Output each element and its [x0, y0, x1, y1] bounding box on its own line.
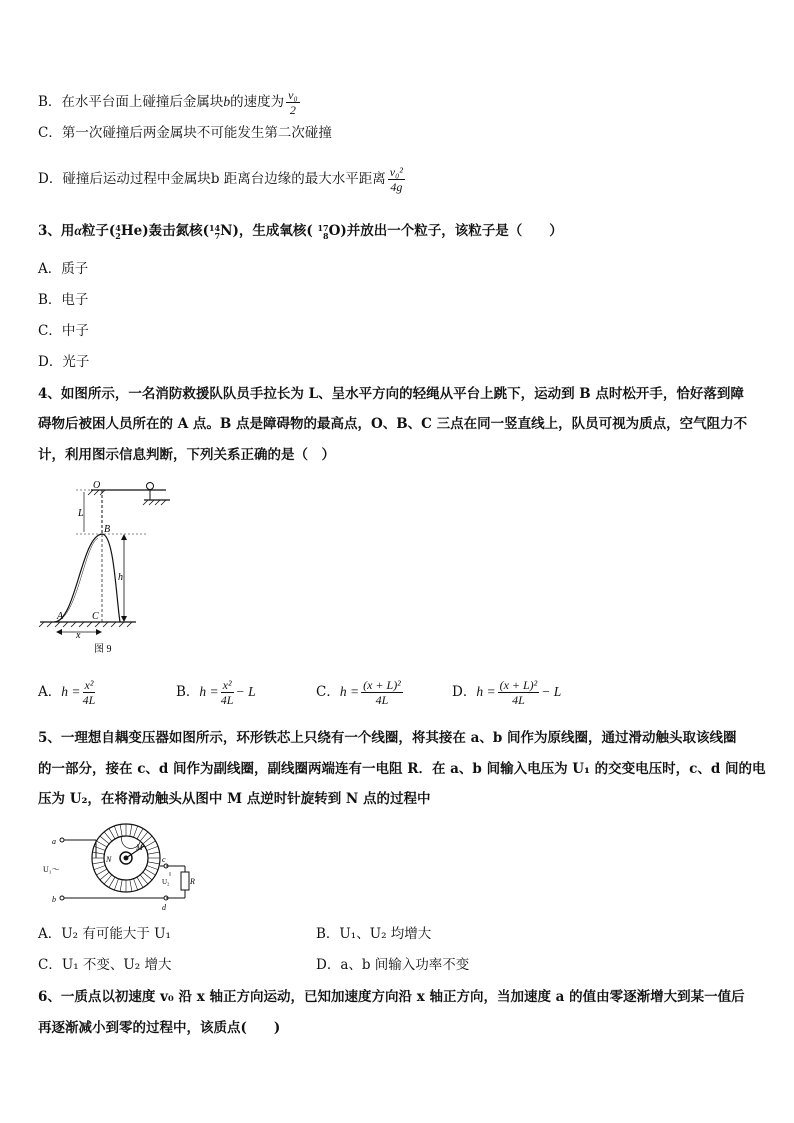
label-n: N: [106, 855, 112, 864]
q4-option-b: [176, 678, 256, 707]
coil-turn: [109, 829, 115, 839]
option-text: 光子: [62, 354, 90, 370]
coil-turn: [145, 869, 155, 875]
mass-number: 14: [208, 222, 221, 233]
coil-turn: [94, 866, 105, 870]
coil-turn: [120, 825, 122, 837]
fraction-denominator: 4L: [220, 693, 234, 707]
option-label: C．: [38, 125, 62, 141]
alpha-symbol: α: [74, 223, 82, 238]
option-text: U₁ 不变、U₂ 增大: [61, 957, 172, 973]
label-l: L: [78, 508, 84, 519]
fraction: [388, 165, 405, 194]
option-text: 质子: [61, 261, 89, 277]
question-5-line-2: 的一部分，接在 c、d 间作为副线圈，副线圈两端连有一电阻 R．在 a、b 间输入电压为 U₁ 的交变电压时，c、d 间的电: [38, 761, 766, 777]
coil-turn: [100, 836, 109, 844]
equation-lhs: h =: [476, 684, 496, 699]
atomic-number: 2: [115, 230, 121, 241]
fraction: [83, 678, 96, 707]
stem-text: N)，生成氧核(: [220, 223, 313, 239]
q5-option-c: [38, 956, 172, 974]
coil-turn: [140, 875, 148, 884]
option-text: a、b 间输入功率不变: [340, 957, 470, 973]
label-d: d: [162, 903, 166, 912]
figure-caption: 图 9: [94, 644, 112, 655]
label-c: C: [92, 611, 99, 622]
q4-option-d: [452, 678, 561, 707]
label-a: a: [52, 837, 56, 846]
q4-option-a: [38, 678, 97, 707]
equation-lhs: h =: [339, 684, 360, 699]
q3-option-b: [38, 291, 88, 309]
coil-turn: [134, 826, 138, 837]
fraction: [361, 678, 403, 707]
equation-tail: − L: [541, 684, 562, 699]
fraction-denominator: 4L: [512, 693, 525, 707]
option-text: U₂ 有可能大于 U₁: [61, 926, 171, 942]
nuclide-n-indices: [209, 224, 220, 240]
option-label: A．: [38, 261, 62, 277]
atomic-number: 7: [214, 230, 221, 241]
coil-turn: [97, 869, 107, 875]
q4-option-c: [316, 678, 405, 707]
option-text: 碰撞后运动过程中金属块b 距离台边缘的最大水平距离: [62, 171, 386, 187]
fraction: [221, 678, 234, 707]
label-u2: U₂: [162, 878, 170, 886]
label-h: h: [118, 572, 123, 583]
coil-turn: [109, 877, 115, 887]
coil-turn: [97, 841, 107, 847]
nuclide-he: He): [120, 223, 149, 239]
question-5-line-3: 压为 U₂，在将滑动触头从图中 M 点逆时针旋转到 N 点的过程中: [38, 791, 431, 807]
atomic-number: 8: [323, 230, 329, 241]
fraction-numerator: (x + L)²: [363, 678, 401, 692]
fraction: [286, 88, 300, 117]
fraction-denominator: 4L: [82, 693, 96, 707]
question-3-stem: [38, 222, 563, 240]
coil-turn: [143, 836, 152, 844]
equation-lhs: h =: [61, 684, 81, 699]
option-label: D．: [452, 684, 477, 700]
autotransformer-diagram: [40, 818, 210, 914]
option-label: B．: [316, 926, 340, 942]
option-label: D．: [316, 957, 341, 973]
coil-turn: [147, 846, 158, 850]
question-6-line-2: 再逐渐减小到零的过程中，该质点( ): [38, 1020, 281, 1036]
option-label: B．: [38, 94, 62, 110]
stem-text: 3、用: [38, 223, 75, 239]
coil-turn: [137, 829, 143, 839]
coil-turn: [134, 879, 138, 890]
coil-turn: [130, 825, 132, 837]
option-label: D．: [38, 354, 63, 370]
option-label: B．: [38, 292, 62, 308]
q5-option-d: [316, 956, 469, 974]
coil-turn: [148, 852, 160, 854]
option-text: 第一次碰撞后两金属块不可能发生第二次碰撞: [61, 125, 332, 141]
fraction-denominator: 4L: [375, 693, 389, 707]
q5-option-b: [316, 925, 431, 943]
label-o: O: [93, 480, 101, 491]
coil-turn: [140, 832, 148, 841]
equation-lhs: h =: [199, 684, 219, 699]
question-4-line-2: 碍物后被困人员所在的 A 点。B 点是障碍物的最高点，O、B、C 三点在同一竖直线上，队员可视为质点，空气阻力不: [38, 416, 748, 432]
stem-text: 轰击氮核(: [148, 223, 209, 239]
option-text: 在水平台面上碰撞后金属块: [61, 94, 224, 110]
question-4-line-1: 4、如图所示，一名消防救援队队员手拉长为 L、呈水平方向的轻绳从平台上跳下，运动到 B 点时松开手，恰好落到障: [38, 386, 744, 402]
coil-turn: [143, 872, 152, 880]
option-label: C．: [38, 323, 62, 339]
question-6-line-1: 6、一质点以初速度 v₀ 沿 x 轴正方向运动，已知加速度方向沿 x 轴正方向，当加速度 a 的值由零逐渐增大到某一值后: [38, 989, 745, 1005]
label-u1: U₁～: [43, 865, 60, 874]
coil-turn: [93, 862, 105, 864]
label-a: A: [57, 611, 64, 622]
question-5-line-1: 5、一理想自耦变压器如图所示，环形铁芯上只绕有一个线圈，将其接在 a、b 间作为原线圈，通过滑动触头取该线圈: [38, 730, 737, 746]
option-label: A．: [38, 926, 62, 942]
mass-number: 4: [115, 222, 121, 233]
option-label: C．: [316, 684, 340, 700]
option-text: U₁、U₂ 均增大: [339, 926, 432, 942]
option-label: B．: [176, 684, 200, 700]
coil-turn: [137, 877, 143, 887]
option-text: 电子: [61, 292, 89, 308]
option-d-line: [38, 165, 407, 194]
coil-turn: [104, 875, 112, 884]
fraction-numerator: v₀²: [389, 165, 403, 179]
nuclide-o-indices: [317, 224, 328, 240]
option-label: A．: [38, 684, 62, 700]
stem-text: 粒子(: [81, 223, 116, 239]
coil-turn: [114, 879, 118, 890]
option-b-line: [38, 88, 302, 117]
q3-option-d: [38, 353, 89, 371]
fraction-numerator: x²: [222, 678, 232, 692]
coil-turn: [120, 880, 122, 892]
stem-text: O)并放出一个粒子，该粒子是（ ）: [328, 223, 563, 239]
fraction-numerator: v₀: [288, 88, 298, 102]
option-c-line: [38, 124, 332, 142]
coil-turn: [147, 866, 158, 870]
fraction-denominator: 2: [289, 103, 296, 117]
label-m: M: [136, 843, 143, 852]
fraction-numerator: (x + L)²: [499, 678, 538, 692]
option-label: C．: [38, 957, 62, 973]
question-4-line-3: 计，利用图示信息判断，下列关系正确的是（ ）: [38, 447, 335, 463]
coil-turn: [104, 832, 112, 841]
label-b: B: [104, 524, 111, 535]
option-text: 中子: [61, 323, 89, 339]
math-var: b: [223, 94, 231, 109]
coil-turn: [93, 852, 105, 854]
label-x: x: [76, 630, 81, 641]
equation-tail: − L: [235, 684, 256, 699]
option-text-tail: 的速度为: [230, 94, 285, 110]
fraction-denominator: 4g: [390, 180, 403, 194]
fraction: [498, 678, 540, 707]
label-b: b: [52, 895, 56, 904]
coil-turn: [100, 872, 109, 880]
label-c: c: [162, 855, 166, 864]
mass-number: 17: [317, 222, 329, 233]
q5-option-a: [38, 925, 171, 943]
coil-turn: [114, 826, 118, 837]
option-label: D．: [38, 171, 63, 187]
fraction-numerator: x²: [84, 678, 94, 692]
coil-turn: [130, 880, 132, 892]
coil-turn: [148, 862, 160, 864]
figure-9-diagram: [36, 476, 176, 656]
label-r: R: [190, 877, 195, 886]
q3-option-a: [38, 260, 88, 278]
coil-turn: [145, 841, 155, 847]
q3-option-c: [38, 322, 89, 340]
